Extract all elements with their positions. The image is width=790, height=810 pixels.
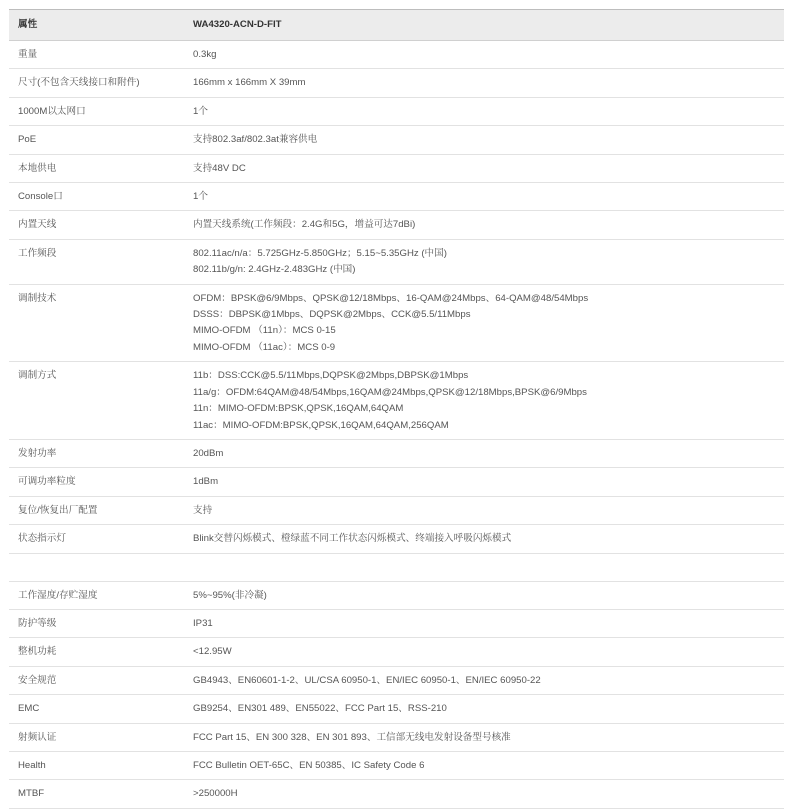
spec-value-line: Blink交替闪烁模式、橙绿蓝不同工作状态闪烁模式、终端接入呼吸闪烁模式 [193, 533, 512, 545]
spec-value-line: MIMO-OFDM （11ac）：MCS 0-9 [193, 341, 336, 353]
table-row [9, 780, 784, 808]
spec-value [184, 126, 784, 154]
table-row [9, 666, 784, 694]
spec-name [9, 553, 184, 581]
spec-value-line: 支持48V DC [193, 162, 246, 174]
table-row [9, 69, 784, 97]
spec-value [184, 69, 784, 97]
spec-value [184, 468, 784, 496]
spec-value [184, 97, 784, 125]
spec-value [184, 439, 784, 467]
spec-value [184, 751, 784, 779]
spec-name: 本地供电 [9, 154, 184, 182]
spec-value-line: DSSS：DBPSK@1Mbps、DQPSK@2Mbps、CCK@5.5/11Mbps [193, 309, 471, 321]
spec-value-line: 0.3kg [193, 49, 217, 60]
header-model: WA4320-ACN-D-FIT [184, 10, 784, 41]
spec-value [184, 239, 784, 284]
spec-value-line: OFDM：BPSK@6/9Mbps、QPSK@12/18Mbps、16-QAM@24Mbps、64-QAM@48/54Mbps [193, 292, 589, 304]
spec-value [184, 183, 784, 211]
spec-value-line: 11a/g：OFDM:64QAM@48/54Mbps,16QAM@24Mbps,QPSK@12/18Mbps,BPSK@6/9Mbps [193, 386, 587, 398]
spec-value-line: 20dBm [193, 447, 224, 459]
spec-value [184, 666, 784, 694]
table-row [9, 41, 784, 69]
spec-value-line: 11n：MIMO-OFDM:BPSK,QPSK,16QAM,64QAM [193, 403, 404, 415]
table-row [9, 183, 784, 211]
table-row [9, 126, 784, 154]
table-row [9, 439, 784, 467]
spec-value-line: 166mm x 166mm X 39mm [193, 77, 306, 89]
spec-value-line: 1个 [193, 191, 208, 203]
spec-value [184, 211, 784, 239]
spec-table-container [9, 9, 784, 809]
spec-value-line: MIMO-OFDM （11n）：MCS 0-15 [193, 325, 336, 337]
spec-table [9, 9, 784, 809]
spec-value-line: 11ac：MIMO-OFDM:BPSK,QPSK,16QAM,64QAM,256QAM [193, 419, 449, 431]
spec-value-line: 支持 [193, 504, 213, 516]
spec-value [184, 362, 784, 440]
table-row [9, 97, 784, 125]
table-row [9, 751, 784, 779]
header-attribute: 属性 [9, 10, 184, 41]
table-row [9, 154, 784, 182]
spec-value-line: 1dBm [193, 476, 219, 488]
spec-name: 工作频段 [9, 239, 184, 284]
table-row [9, 723, 784, 751]
spec-value [184, 525, 784, 553]
spec-name: PoE [9, 126, 184, 154]
spec-value-line: FCC Bulletin OET-65C、EN 50385、IC Safety Code 6 [193, 759, 425, 771]
table-row [9, 468, 784, 496]
spec-value-line: 11b：DSS:CCK@5.5/11Mbps,DQPSK@2Mbps,DBPSK@1Mbps [193, 370, 469, 382]
spec-value [184, 609, 784, 637]
spec-name: Console口 [9, 183, 184, 211]
spec-value [184, 154, 784, 182]
spec-name: 射频认证 [9, 723, 184, 751]
spec-table-body [9, 41, 784, 809]
spec-value-line: GB9254、EN301 489、EN55022、FCC Part 15、RSS-210 [193, 703, 447, 715]
spec-value-line: 支持802.3af/802.3at兼容供电 [193, 134, 318, 146]
spec-name: 安全规范 [9, 666, 184, 694]
spec-name: 可调功率粒度 [9, 468, 184, 496]
spec-name: 复位/恢复出厂配置 [9, 496, 184, 524]
spec-value-line: 内置天线系统(工作频段：2.4G和5G，增益可达7dBi) [193, 219, 416, 231]
spec-name: 整机功耗 [9, 638, 184, 666]
spec-name: 工作湿度/存贮湿度 [9, 581, 184, 609]
spec-value [184, 581, 784, 609]
spec-value-line: 802.11ac/n/a：5.725GHz-5.850GHz；5.15~5.35GHz (中国) [193, 247, 447, 259]
spec-name: 尺寸(不包含天线接口和附件) [9, 69, 184, 97]
table-row [9, 581, 784, 609]
spec-value [184, 638, 784, 666]
spec-value-line: 5%~95%(非冷凝) [193, 589, 267, 601]
spec-value-line: IP31 [193, 617, 213, 629]
table-row [9, 609, 784, 637]
table-row [9, 284, 784, 362]
spec-name: 防护等级 [9, 609, 184, 637]
spec-value-line: GB4943、EN60601-1-2、UL/CSA 60950-1、EN/IEC 60950-1、EN/IEC 60950-22 [193, 674, 541, 686]
spec-value-line: <12.95W [193, 646, 232, 658]
spec-value-line: >250000H [193, 788, 238, 800]
spec-name: 调制技术 [9, 284, 184, 362]
spec-value-line: FCC Part 15、EN 300 328、EN 301 893、工信部无线电发射设备型号核准 [193, 731, 511, 743]
spec-value [184, 695, 784, 723]
table-row [9, 362, 784, 440]
spec-name: 调制方式 [9, 362, 184, 440]
table-row [9, 496, 784, 524]
table-header-row [9, 10, 784, 41]
spec-value [184, 553, 784, 581]
spec-name: 1000M以太网口 [9, 97, 184, 125]
table-row [9, 695, 784, 723]
spec-value [184, 723, 784, 751]
spec-name: MTBF [9, 780, 184, 808]
spec-name: 重量 [9, 41, 184, 69]
spec-name: 内置天线 [9, 211, 184, 239]
spec-name: 发射功率 [9, 439, 184, 467]
table-row [9, 638, 784, 666]
table-row [9, 553, 784, 581]
spec-name: Health [9, 751, 184, 779]
spec-name: EMC [9, 695, 184, 723]
table-row [9, 239, 784, 284]
spec-value-line: 802.11b/g/n: 2.4GHz-2.483GHz (中国) [193, 264, 356, 276]
table-row [9, 211, 784, 239]
spec-value [184, 780, 784, 808]
spec-value [184, 284, 784, 362]
table-row [9, 525, 784, 553]
spec-value [184, 496, 784, 524]
spec-value [184, 41, 784, 69]
spec-name: 状态指示灯 [9, 525, 184, 553]
spec-value-line: 1个 [193, 105, 208, 117]
